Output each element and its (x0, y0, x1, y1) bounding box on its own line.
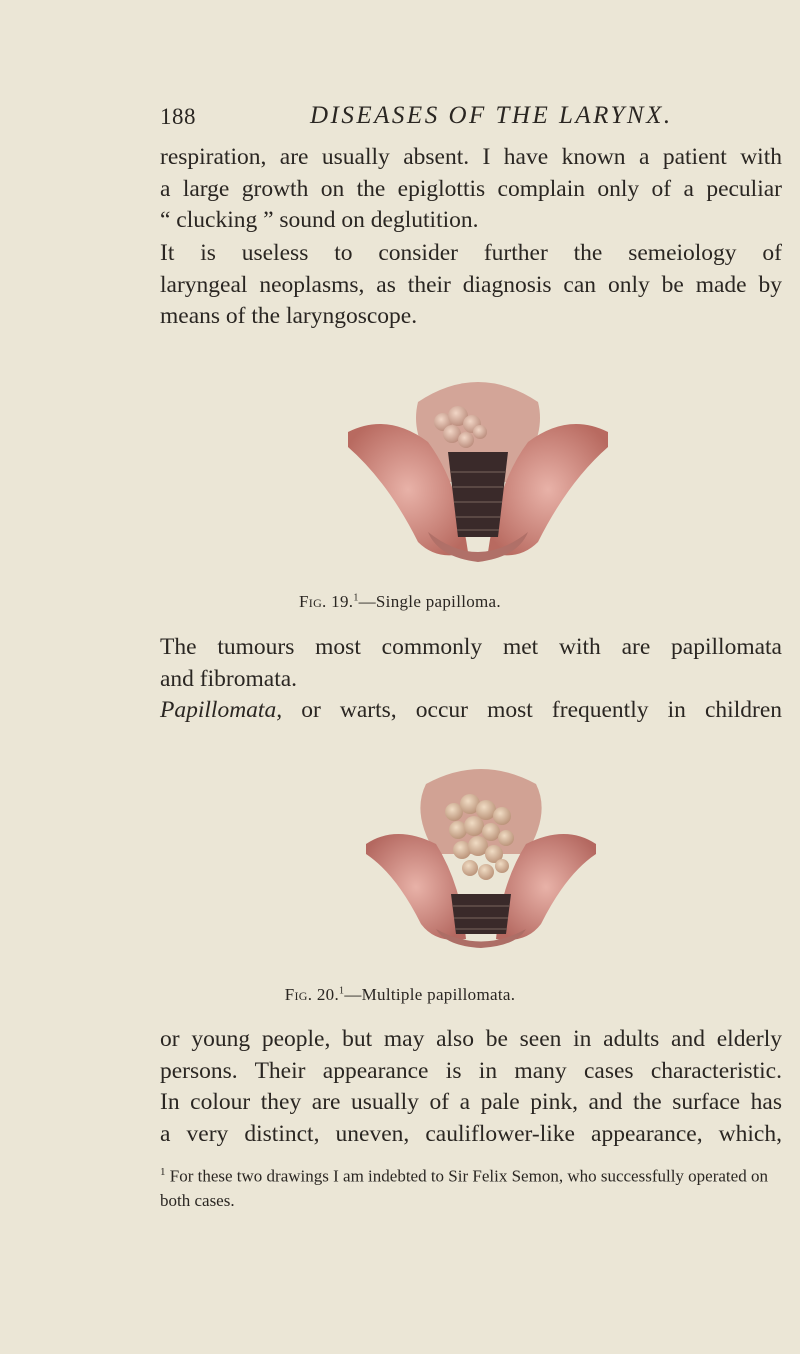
footnote-marker: 1 (339, 985, 345, 997)
text-line: In colour they are usually of a pale pink, and the surface has (160, 1089, 782, 1115)
footnote-text: For these two drawings I am indebted to Sir Felix Semon, who successfully operated on both cases. (160, 1166, 768, 1210)
text-line: “ clucking ” sound on deglutition. (160, 207, 479, 233)
running-head: DISEASES OF THE LARYNX. (310, 102, 673, 129)
text-line: a large growth on the epiglottis complain only of a peculiar (160, 175, 782, 202)
footnote (160, 1160, 782, 1213)
text-line: It is useless to consider further the semeiology of (160, 240, 782, 266)
figure-label: Fig. 20. (284, 985, 340, 1004)
paragraph-papillomata (160, 695, 782, 727)
figure-19-caption (0, 592, 800, 612)
text-line: persons. Their appearance is in many cases characteristic. (160, 1057, 782, 1084)
figure-20-multiple-papillomata-illustration (366, 754, 596, 949)
text-line: The tumours most commonly met with are papillomata (160, 634, 782, 660)
paragraph-respiration (160, 142, 782, 237)
figure-19-single-papilloma-illustration (348, 362, 608, 572)
text-line (160, 695, 782, 727)
text-line: and fibromata. (160, 665, 298, 692)
figure-20-caption (0, 985, 800, 1005)
footnote-marker: 1 (160, 1166, 166, 1178)
text-segment: or warts, occur most frequently in children (301, 697, 782, 723)
paragraph-appearance (160, 1024, 782, 1150)
page-number: 188 (160, 104, 196, 129)
figure-title: —Multiple papillomata. (344, 985, 516, 1004)
text-line: a very distinct, uneven, cauliflower-like appearance, which, (160, 1120, 782, 1147)
footnote-marker: 1 (353, 592, 359, 604)
italic-term: Papillomata, (160, 697, 283, 723)
paragraph-semeiology (160, 238, 782, 333)
figure-title: —Single papilloma. (358, 592, 501, 611)
text-line: respiration, are usually absent. I have known a patient with (160, 144, 782, 170)
text-line: laryngeal neoplasms, as their diagnosis can only be made by (160, 271, 782, 298)
text-line: means of the laryngoscope. (160, 303, 418, 329)
figure-label: Fig. 19. (299, 592, 354, 611)
paragraph-tumours (160, 632, 782, 695)
text-line: or young people, but may also be seen in adults and elderly (160, 1026, 782, 1052)
